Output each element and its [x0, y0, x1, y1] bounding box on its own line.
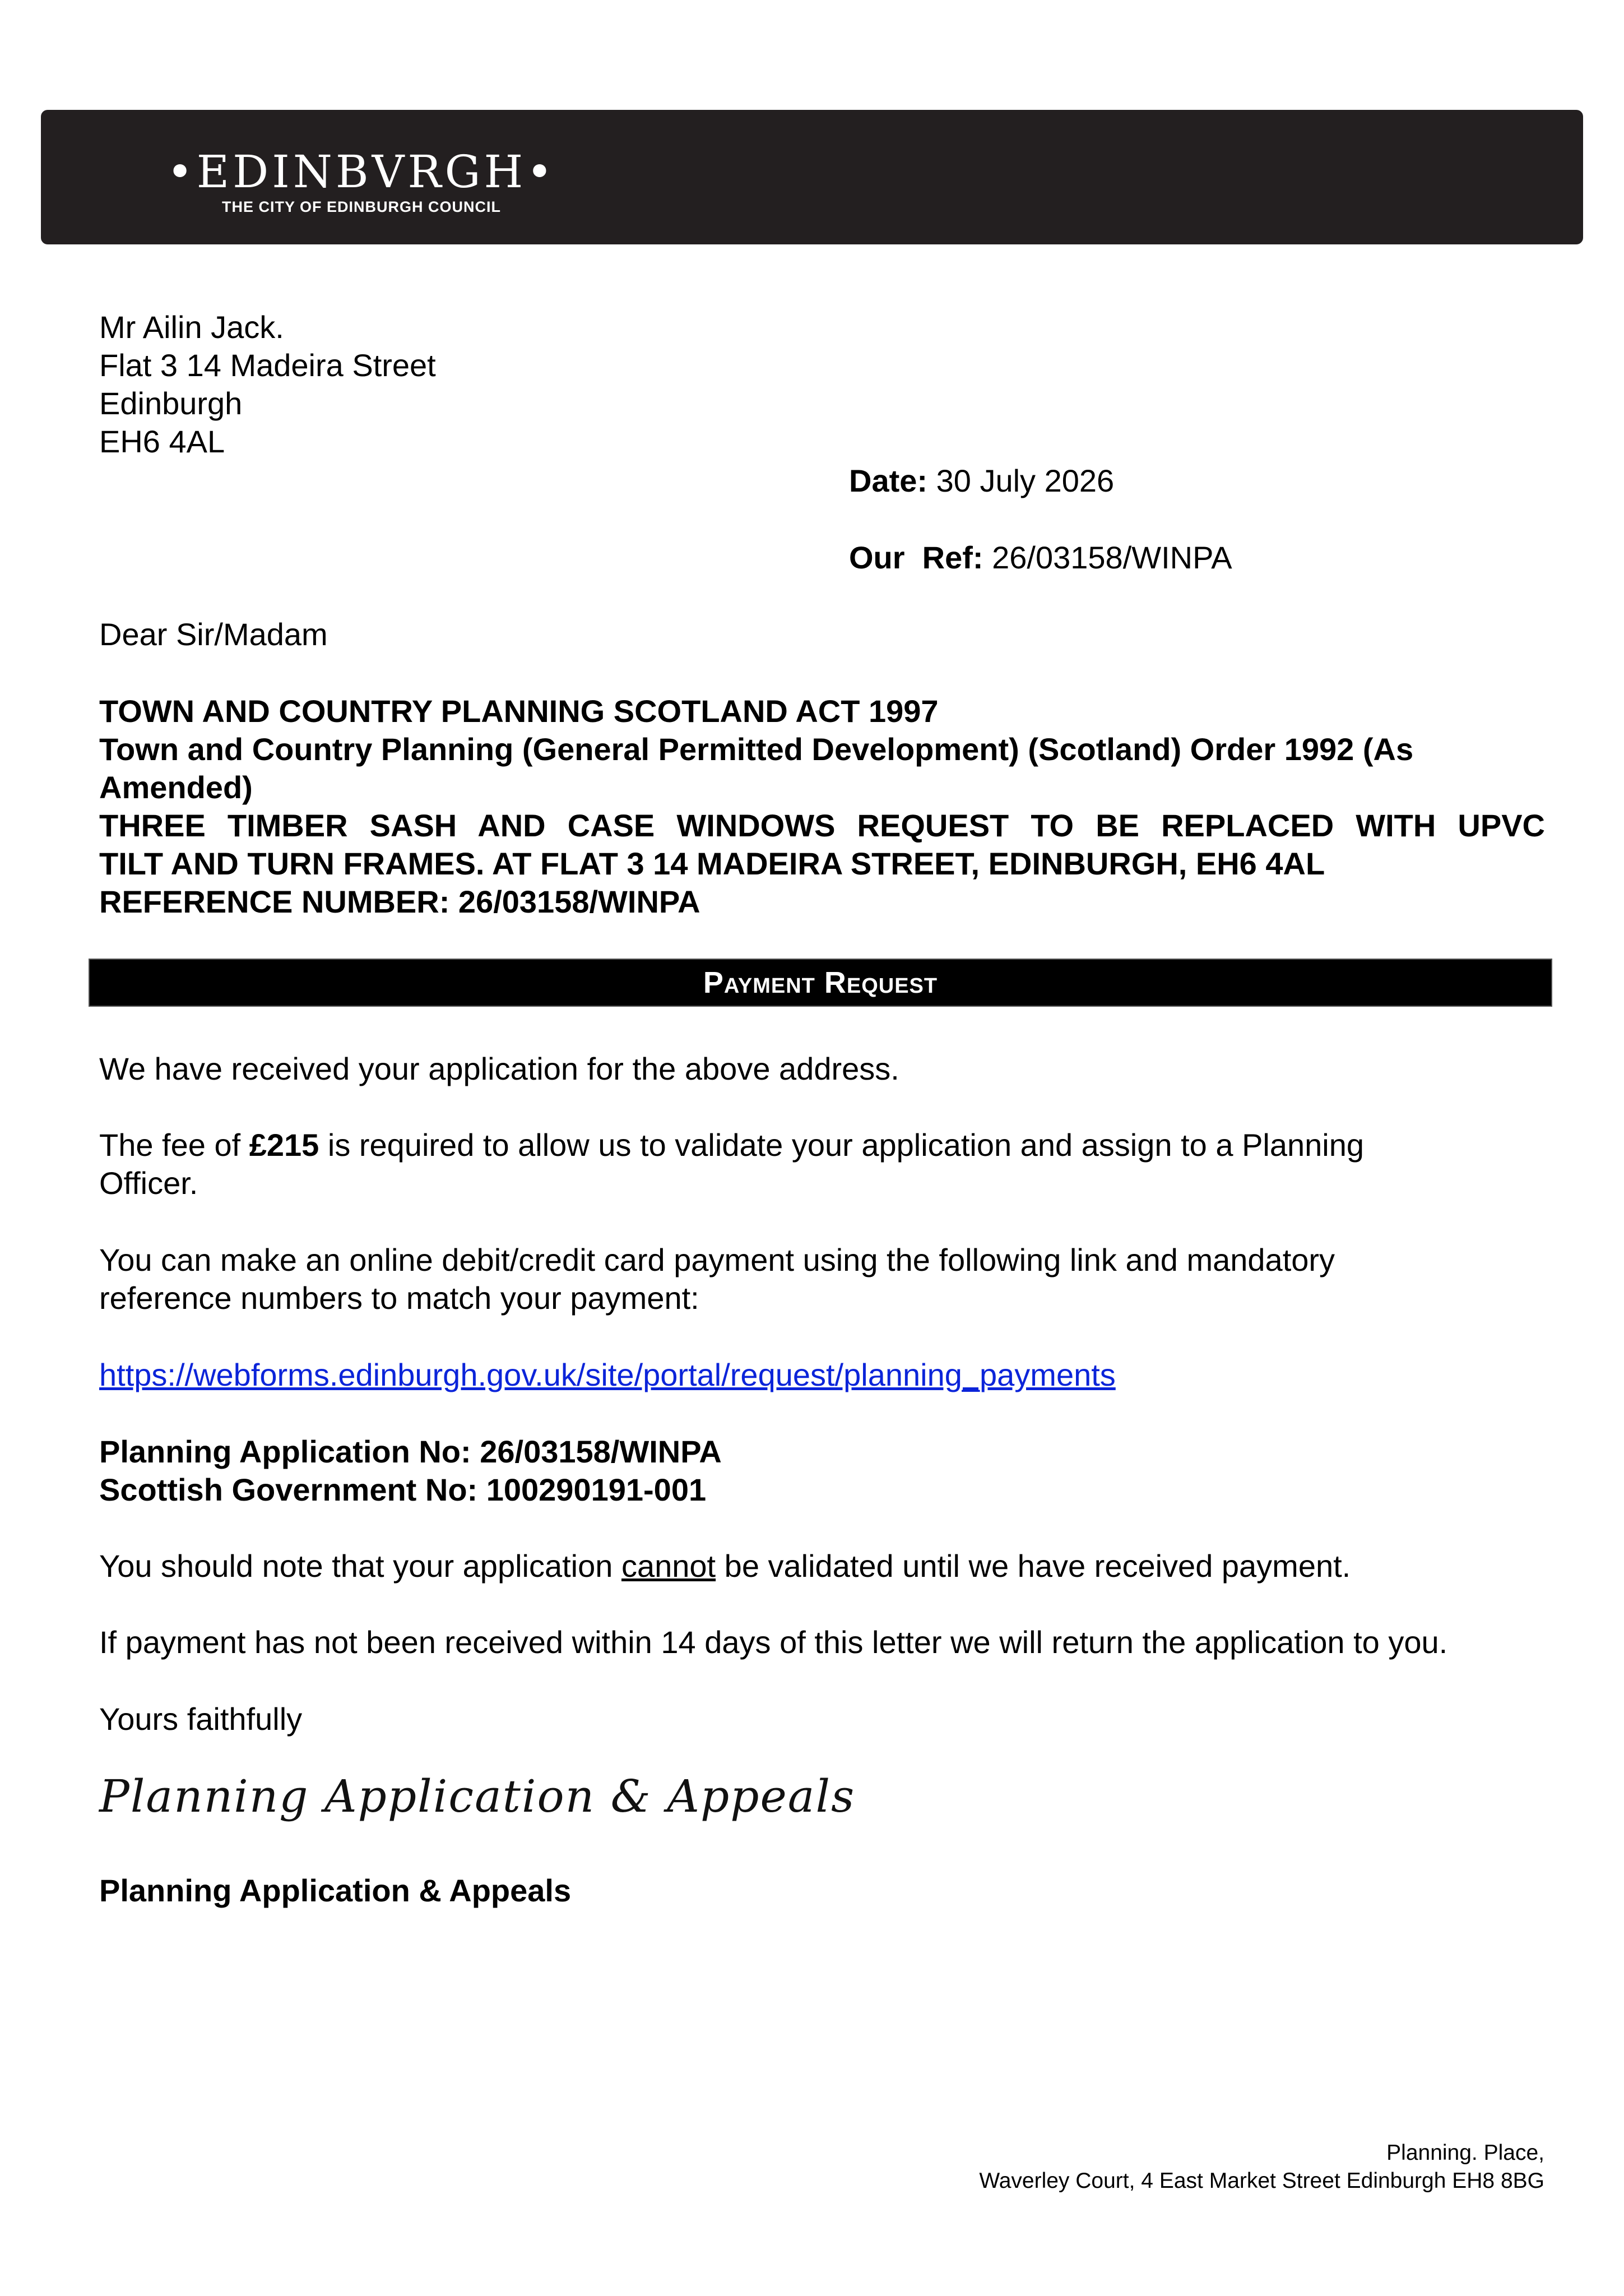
scottish-government-number: Scottish Government No: 100290191-001 — [99, 1472, 707, 1507]
payment-request-banner: Payment Request — [89, 959, 1552, 1007]
validation-note — [99, 1547, 1545, 1585]
letter-date — [849, 462, 1114, 500]
footer-line2: Waverley Court, 4 East Market Street Edinburgh EH8 8BG — [979, 2169, 1544, 2193]
online-payment-paragraph — [99, 1241, 1545, 1317]
council-header-bar — [41, 110, 1583, 244]
fee-suffix: is required to allow us to validate your application and assign to a Planning — [319, 1127, 1365, 1163]
heading-proposal-line2: TILT AND TURN FRAMES. AT FLAT 3 14 MADEIRA STREET, EDINBURGH, EH6 4AL — [99, 846, 1325, 881]
fee-line2: Officer. — [99, 1165, 198, 1201]
fee-amount: £215 — [249, 1127, 319, 1163]
heading-reference: REFERENCE NUMBER: 26/03158/WINPA — [99, 884, 700, 919]
signatory-name: Planning Application & Appeals — [99, 1873, 572, 1908]
ref-value: 26/03158/WINPA — [992, 540, 1232, 575]
ref-label: Our Ref: — [849, 540, 983, 575]
date-value: 30 July 2026 — [936, 463, 1115, 498]
planning-application-number: Planning Application No: 26/03158/WINPA — [99, 1434, 722, 1469]
payment-link-line — [99, 1356, 1545, 1394]
closing: Yours faithfully — [99, 1701, 303, 1737]
logo-wordmark: •EDINBVRGH• — [166, 146, 556, 198]
date-label: Date: — [849, 463, 928, 498]
heading-order-line2: Amended) — [99, 770, 253, 805]
footer-line1: Planning. Place, — [1386, 2141, 1544, 2165]
fee-prefix: The fee of — [99, 1127, 249, 1163]
application-numbers — [99, 1433, 1545, 1509]
heading-proposal-line1: THREE TIMBER SASH AND CASE WINDOWS REQUEST TO BE REPLACED WITH UPVC — [99, 808, 1545, 843]
received-paragraph: We have received your application for the above address. — [99, 1051, 899, 1086]
heading-order-line1: Town and Country Planning (General Permitted Development) (Scotland) Order 1992 (As — [99, 732, 1414, 767]
recipient-name: Mr Ailin Jack. — [99, 309, 284, 345]
logo-subtitle: THE CITY OF EDINBURGH COUNCIL — [221, 198, 501, 215]
handwritten-signature: Planning Application & Appeals — [99, 1770, 856, 1822]
recipient-address — [99, 308, 436, 461]
recipient-postcode: EH6 4AL — [99, 424, 225, 459]
online-line1: You can make an online debit/credit card payment using the following link and mandatory — [99, 1242, 1335, 1277]
heading-act: TOWN AND COUNTRY PLANNING SCOTLAND ACT 1997 — [99, 693, 939, 729]
recipient-city: Edinburgh — [99, 386, 243, 421]
return-notice: If payment has not been received within 14 days of this letter we will return the application to you. — [99, 1624, 1448, 1660]
office-address-footer — [979, 2139, 1544, 2195]
payment-link[interactable]: https://webforms.edinburgh.gov.uk/site/portal/request/planning_payments — [99, 1357, 1116, 1392]
subject-heading — [99, 692, 1545, 921]
note-suffix: be validated until we have received payment. — [716, 1548, 1351, 1584]
note-prefix: You should note that your application — [99, 1548, 621, 1584]
online-line2: reference numbers to match your payment: — [99, 1280, 699, 1316]
salutation: Dear Sir/Madam — [99, 617, 328, 652]
letter-reference — [849, 539, 1232, 577]
council-logo — [160, 147, 597, 220]
recipient-street: Flat 3 14 Madeira Street — [99, 348, 436, 383]
fee-paragraph — [99, 1126, 1545, 1202]
note-emphasis: cannot — [621, 1548, 716, 1584]
